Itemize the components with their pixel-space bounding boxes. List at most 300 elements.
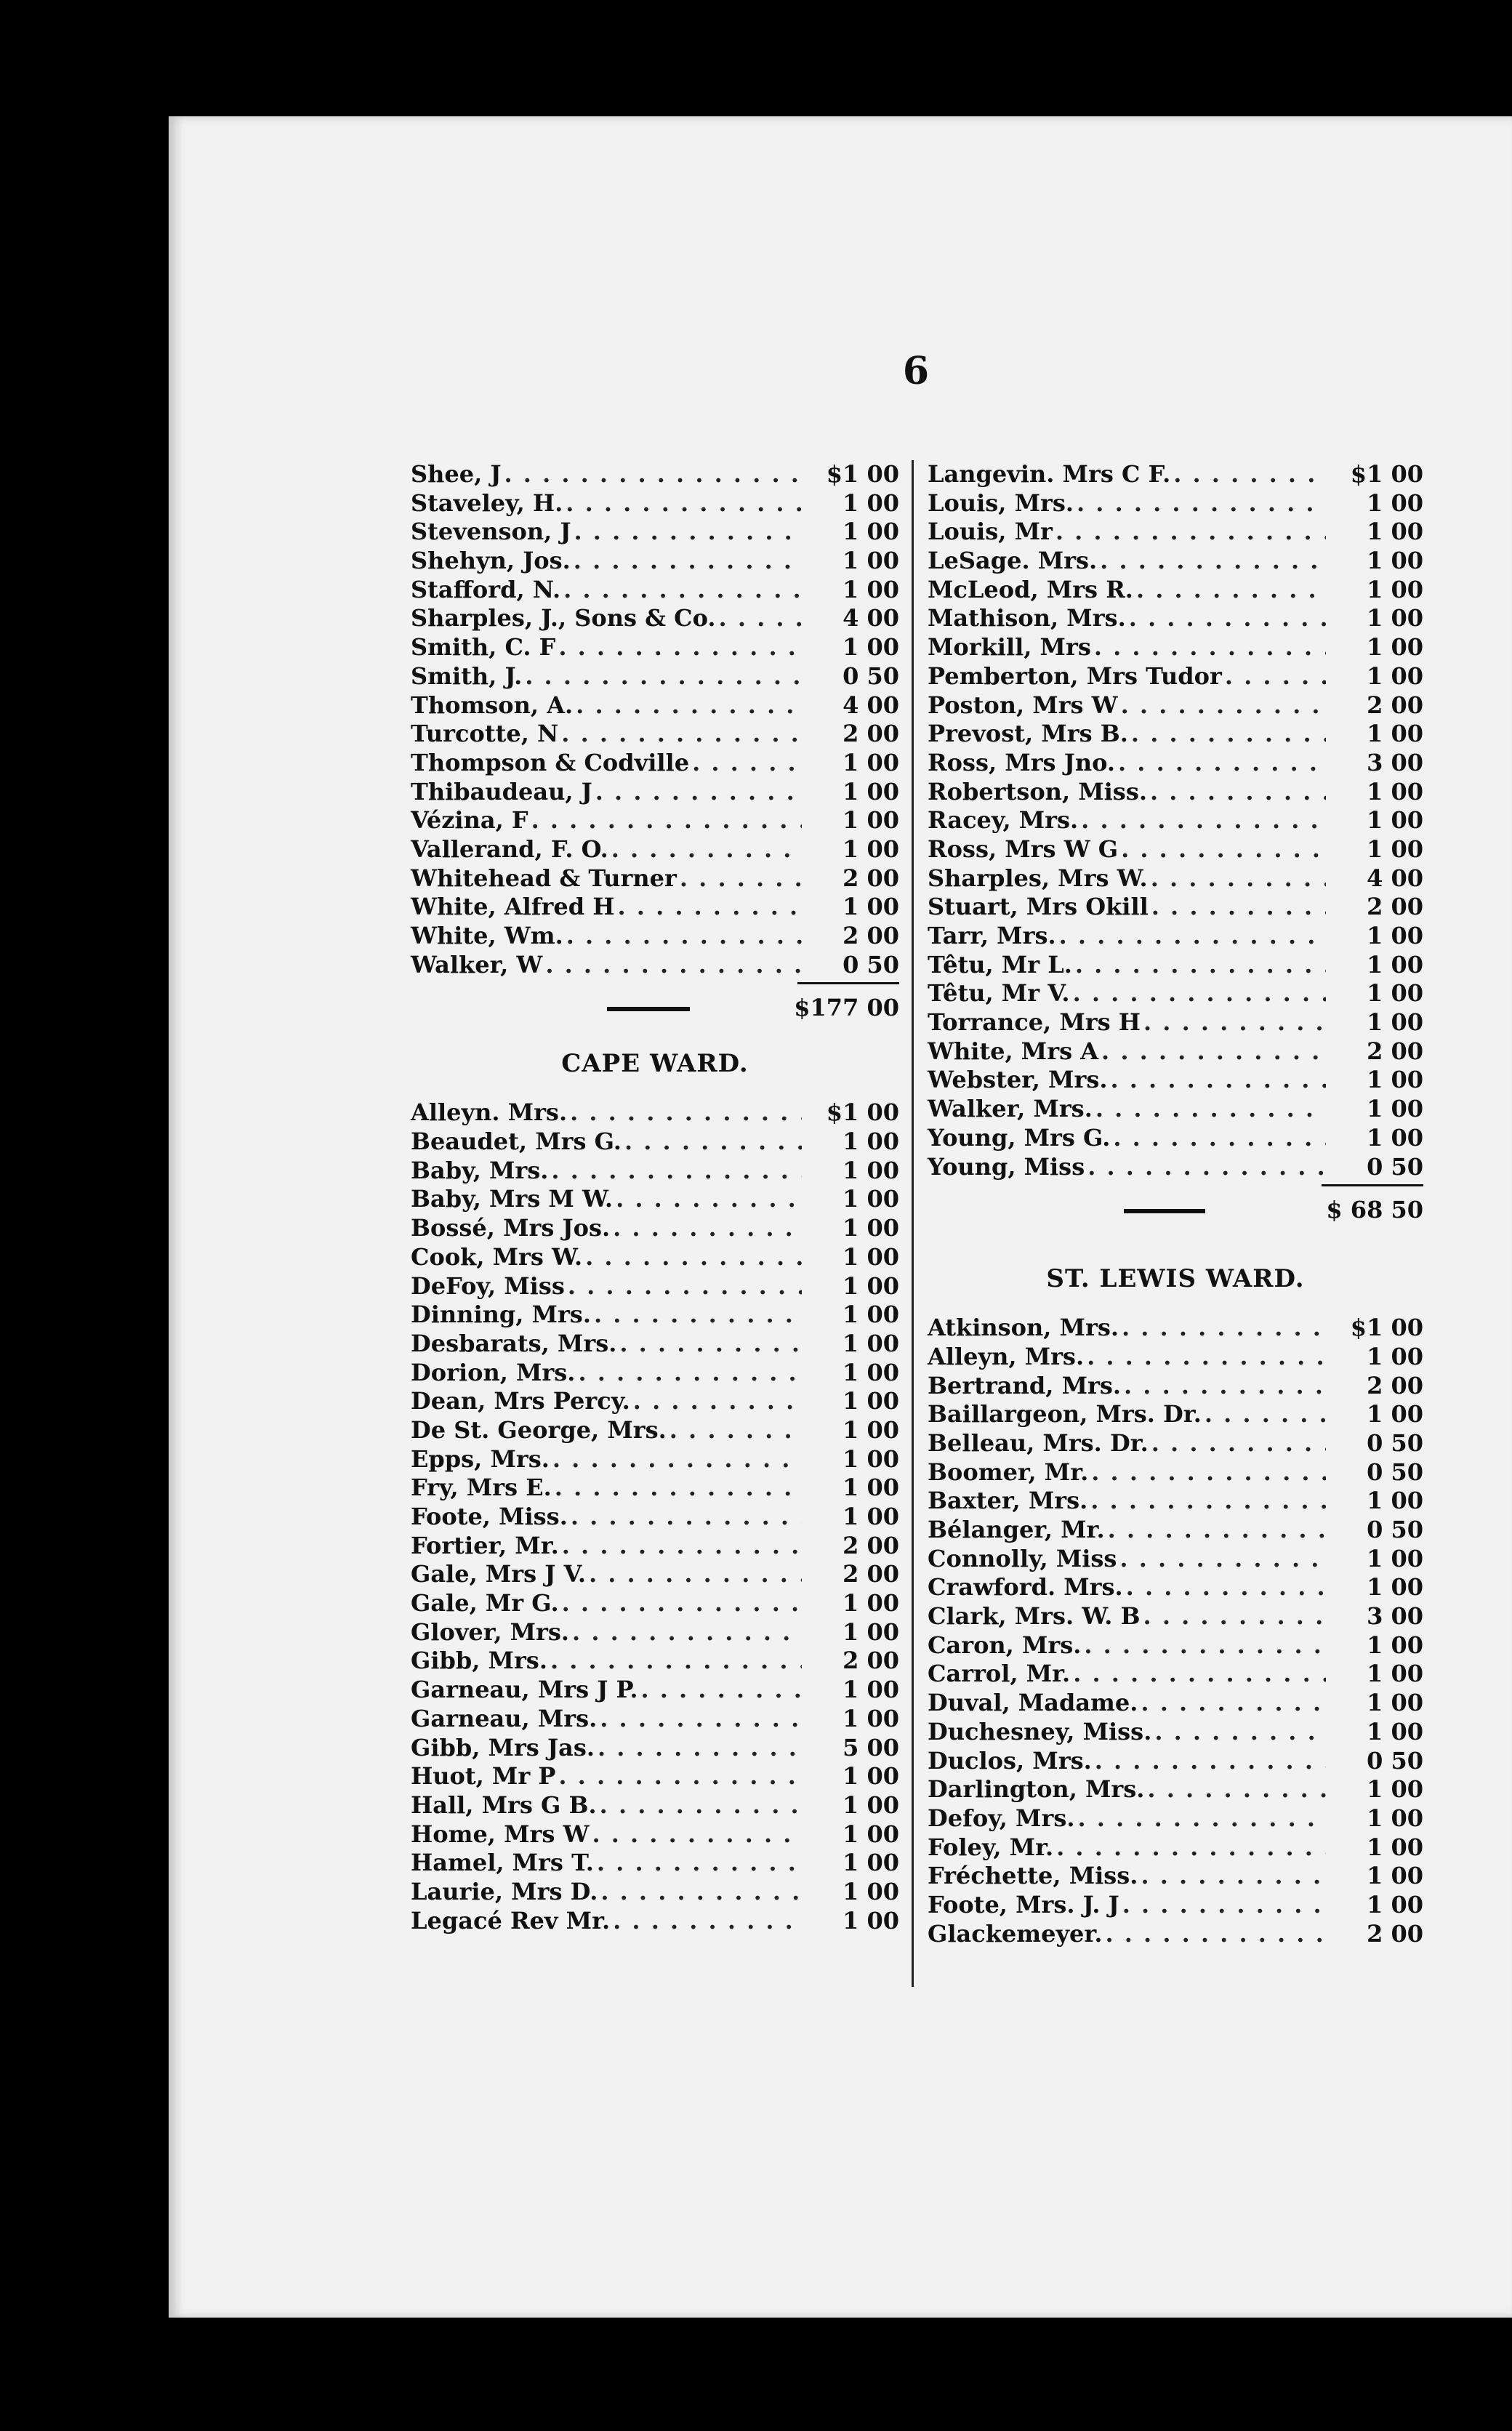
dot-leader <box>692 749 802 778</box>
dot-leader <box>1225 662 1326 691</box>
list-item <box>928 749 1423 778</box>
dot-leader <box>1150 778 1326 807</box>
dot-leader <box>1087 1343 1326 1372</box>
subscription-amount: 1 00 <box>1367 979 1423 1008</box>
subscription-amount: 1 00 <box>1367 1833 1423 1861</box>
list-item <box>411 489 899 518</box>
subscriber-name: Duval, Madame. <box>928 1689 1138 1717</box>
subscriber-name: Young, Miss <box>928 1152 1085 1181</box>
subscriber-name: Thibaudeau, J <box>411 777 592 805</box>
subscriber-name: Hall, Mrs G B. <box>411 1791 597 1819</box>
list-item <box>411 518 899 547</box>
subscriber-name: Foote, Miss. <box>411 1503 568 1530</box>
list-item <box>411 1243 899 1272</box>
list-item <box>411 1098 899 1128</box>
subscriber-name: Pemberton, Mrs Tudor <box>928 662 1222 690</box>
subscription-amount: 3 00 <box>1367 1602 1423 1631</box>
dot-leader <box>1121 691 1326 720</box>
subscription-amount: 0 50 <box>843 950 899 979</box>
right-subtotal: $ 68 50 <box>1326 1196 1423 1224</box>
list-item <box>928 922 1423 951</box>
dot-leader <box>572 1618 802 1647</box>
subscription-amount: 0 50 <box>843 662 899 690</box>
list-item <box>411 604 899 633</box>
subscription-amount: 1 00 <box>1367 489 1423 517</box>
subscriber-name: Crawford. Mrs. <box>928 1573 1123 1602</box>
dot-leader <box>570 1098 802 1128</box>
subscriber-name: Bossé, Mrs Jos. <box>411 1214 611 1242</box>
dot-leader <box>1077 1804 1326 1833</box>
subscriber-name: Duclos, Mrs. <box>928 1746 1092 1775</box>
dot-leader <box>613 1214 802 1243</box>
dot-leader <box>600 1705 802 1734</box>
subscriber-name: Garneau, Mrs. <box>411 1704 598 1732</box>
list-item <box>928 1602 1423 1631</box>
list-item <box>928 835 1423 864</box>
list-item <box>411 1618 899 1647</box>
list-item <box>411 1705 899 1734</box>
subscription-amount: 3 00 <box>1367 748 1423 776</box>
subscriber-name: Gibb, Mrs. <box>411 1647 547 1675</box>
right-column <box>928 460 1423 1948</box>
list-item <box>411 1416 899 1445</box>
list-item <box>928 720 1423 749</box>
subscriber-name: Sharples, J., Sons & Co. <box>411 604 716 632</box>
dot-leader <box>1141 1862 1326 1891</box>
subscriber-name: Baby, Mrs M W. <box>411 1185 614 1213</box>
list-item <box>411 633 899 662</box>
dot-leader <box>592 1820 802 1849</box>
dot-leader <box>585 1243 802 1272</box>
subscription-amount: 1 00 <box>1367 1631 1423 1659</box>
subscription-amount: 1 00 <box>1367 1775 1423 1804</box>
subscriber-name: Bertrand, Mrs. <box>928 1371 1121 1399</box>
subscriber-name: Alleyn. Mrs. <box>411 1098 568 1127</box>
subscriber-name: White, Mrs A <box>928 1037 1099 1065</box>
subscription-amount: 1 00 <box>1367 1066 1423 1094</box>
subscription-amount: 1 00 <box>843 1242 899 1271</box>
dot-leader <box>1100 547 1326 576</box>
list-item <box>928 864 1423 893</box>
dot-leader <box>595 778 802 807</box>
dot-leader <box>1081 806 1326 835</box>
subscription-amount: 1 00 <box>843 518 899 546</box>
subscriber-name: Torrance, Mrs H <box>928 1008 1141 1037</box>
dot-leader <box>669 1416 802 1445</box>
subscription-amount: 1 00 <box>1367 1544 1423 1572</box>
subscription-amount: 2 00 <box>1367 691 1423 719</box>
list-item <box>928 1066 1423 1095</box>
subscription-amount: 1 00 <box>843 1503 899 1530</box>
subscriber-name: Baillargeon, Mrs. Dr. <box>928 1400 1202 1429</box>
subscriber-name: DeFoy, Miss <box>411 1271 565 1300</box>
dot-leader <box>531 806 802 835</box>
subscriber-name: Epps, Mrs. <box>411 1444 550 1473</box>
subscriber-name: Smith, C. F <box>411 633 556 662</box>
subscriber-name: Robertson, Miss. <box>928 777 1147 805</box>
subscriber-name: De St. George, Mrs. <box>411 1415 667 1444</box>
subscriber-name: Louis, Mrs. <box>928 489 1074 517</box>
subscriber-name: Poston, Mrs W <box>928 691 1118 719</box>
dot-leader <box>574 547 802 576</box>
subscriber-name: Foote, Mrs. J. J <box>928 1890 1119 1918</box>
dot-leader <box>525 662 802 691</box>
dot-leader <box>1143 1008 1326 1037</box>
dot-leader <box>578 1359 802 1388</box>
subscription-amount: 1 00 <box>843 1474 899 1502</box>
subscriber-name: Gale, Mr G. <box>411 1589 559 1618</box>
dot-leader <box>1095 1747 1326 1776</box>
list-item <box>411 835 899 864</box>
subscriber-name: Foley, Mr. <box>928 1833 1054 1861</box>
dot-leader <box>1056 1833 1326 1863</box>
list-item <box>411 1214 899 1243</box>
dot-leader <box>1151 893 1326 922</box>
subscriber-name: Stafford, N. <box>411 575 561 603</box>
list-item <box>928 1545 1423 1574</box>
dot-leader <box>552 1445 802 1474</box>
subscriber-name: Sharples, Mrs W. <box>928 864 1148 892</box>
list-item <box>411 1157 899 1186</box>
subscriber-name: Cook, Mrs W. <box>411 1242 583 1271</box>
subscriber-name: Thompson & Codville <box>411 748 690 776</box>
subscription-amount: 1 00 <box>1367 922 1423 949</box>
dot-leader <box>618 893 803 922</box>
subscription-amount: 0 50 <box>1367 1458 1423 1486</box>
list-item <box>928 1008 1423 1037</box>
subscription-amount: 1 00 <box>843 835 899 863</box>
subscription-amount: 1 00 <box>1367 1095 1423 1123</box>
list-item <box>928 806 1423 835</box>
subscription-amount: 1 00 <box>843 547 899 575</box>
subscriber-name: Clark, Mrs. W. B <box>928 1602 1141 1631</box>
list-item <box>411 1647 899 1676</box>
list-item <box>411 1330 899 1359</box>
subscription-amount: 2 00 <box>843 864 899 892</box>
subscriber-name: Smith, J. <box>411 662 523 690</box>
subscription-amount: 1 00 <box>843 1214 899 1242</box>
dot-leader <box>1119 1545 1326 1574</box>
dot-leader <box>1075 951 1326 980</box>
list-item <box>928 1891 1423 1920</box>
dot-leader <box>616 1185 802 1214</box>
subscription-amount: 4 00 <box>843 691 899 719</box>
dot-leader <box>1105 1920 1326 1949</box>
subscription-amount: 1 00 <box>843 1820 899 1848</box>
list-item <box>928 1095 1423 1124</box>
dot-leader <box>571 1503 802 1532</box>
list-item <box>928 1458 1423 1487</box>
subscription-amount: 2 00 <box>843 922 899 949</box>
subscription-amount: 2 00 <box>843 720 899 748</box>
dot-leader <box>562 1532 802 1561</box>
dot-leader <box>558 633 802 662</box>
left-subtotal: $177 00 <box>794 994 899 1022</box>
list-item <box>411 1676 899 1705</box>
dot-leader <box>574 518 802 547</box>
subscriber-name: Caron, Mrs. <box>928 1631 1082 1659</box>
subscription-amount: 1 00 <box>843 1329 899 1357</box>
dot-leader <box>624 1128 802 1157</box>
list-item <box>928 633 1423 662</box>
list-item <box>411 1878 899 1907</box>
subscriber-name: Stevenson, J <box>411 518 571 546</box>
list-item <box>928 1037 1423 1066</box>
subscription-amount: 2 00 <box>1367 893 1423 921</box>
subscription-amount: 1 00 <box>1367 1008 1423 1037</box>
list-item <box>928 1718 1423 1747</box>
list-item <box>928 1573 1423 1602</box>
list-item <box>411 1762 899 1791</box>
subscription-amount: 1 00 <box>843 893 899 921</box>
subscription-amount: 2 00 <box>1367 1037 1423 1065</box>
left-entries-cape <box>411 1098 899 1935</box>
subscriber-name: Garneau, Mrs J P. <box>411 1676 638 1704</box>
subscription-amount: 1 00 <box>843 1791 899 1819</box>
subscription-amount: 1 00 <box>843 748 899 776</box>
subscriber-name: Dean, Mrs Percy. <box>411 1387 630 1415</box>
left-column <box>411 460 899 1935</box>
dot-leader <box>1143 1602 1326 1631</box>
subscriber-name: Dinning, Mrs. <box>411 1301 591 1329</box>
subscription-amount: 1 00 <box>843 1762 899 1791</box>
list-item <box>411 1301 899 1330</box>
subscriber-name: Huot, Mr P <box>411 1762 556 1791</box>
page-number: 6 <box>902 349 930 393</box>
subscriber-name: Staveley, H. <box>411 489 563 517</box>
list-item <box>928 1487 1423 1516</box>
list-item <box>411 1474 899 1503</box>
left-subtotal-row <box>411 989 899 1029</box>
subscription-amount: 1 00 <box>1367 604 1423 632</box>
subscriber-name: Ross, Mrs Jno. <box>928 748 1116 776</box>
subscription-amount: 1 00 <box>843 1849 899 1877</box>
subscriber-name: Racey, Mrs. <box>928 806 1079 835</box>
subscriber-name: Vézina, F <box>411 806 528 835</box>
list-item <box>411 662 899 691</box>
subscriber-name: Legacé Rev Mr. <box>411 1906 611 1934</box>
dot-leader <box>633 1387 802 1416</box>
dot-leader <box>1101 1037 1326 1066</box>
subscription-amount: 1 00 <box>1367 1689 1423 1717</box>
dot-leader <box>1059 922 1326 951</box>
list-item <box>928 1372 1423 1401</box>
dot-leader <box>1084 1631 1326 1660</box>
list-item <box>928 1660 1423 1689</box>
section-dash <box>1124 1209 1205 1213</box>
right-subtotal-row <box>928 1192 1423 1231</box>
dot-leader <box>611 835 802 864</box>
subscription-amount: 1 00 <box>1367 777 1423 805</box>
subscriber-name: Shehyn, Jos. <box>411 547 571 575</box>
list-item <box>411 1503 899 1532</box>
ward-heading-st-lewis: ST. LEWIS WARD. <box>1046 1264 1305 1294</box>
subscription-amount: 1 00 <box>843 1906 899 1934</box>
list-item <box>411 1734 899 1763</box>
dot-leader <box>589 1560 802 1589</box>
subscription-amount: 1 00 <box>1367 720 1423 748</box>
subscription-amount: 1 00 <box>1367 575 1423 603</box>
subscriber-name: Hamel, Mrs T. <box>411 1849 594 1877</box>
dot-leader <box>545 951 802 980</box>
subscriber-name: Dorion, Mrs. <box>411 1358 576 1386</box>
subscription-amount: 1 00 <box>843 1704 899 1732</box>
subscription-amount: 0 50 <box>1367 1152 1423 1181</box>
dot-leader <box>1154 1718 1326 1747</box>
list-item <box>411 893 899 922</box>
subscriber-name: Walker, W <box>411 950 543 979</box>
subscription-amount: 1 00 <box>843 489 899 517</box>
dot-leader <box>613 1907 802 1936</box>
subscription-amount: 1 00 <box>843 1618 899 1646</box>
subscription-amount: 1 00 <box>843 575 899 603</box>
subscription-amount: 1 00 <box>1367 1342 1423 1370</box>
subscription-amount: 1 00 <box>843 1387 899 1415</box>
list-item <box>928 460 1423 489</box>
subscription-amount: 1 00 <box>1367 1804 1423 1832</box>
dot-leader <box>551 1157 802 1186</box>
list-item <box>411 547 899 576</box>
dot-leader <box>1095 1095 1326 1124</box>
subscription-amount: 0 50 <box>1367 1516 1423 1543</box>
right-entries-top <box>928 460 1423 1181</box>
list-item <box>928 1862 1423 1891</box>
dot-leader <box>566 489 802 518</box>
subscription-amount: 0 50 <box>1367 1746 1423 1775</box>
subscription-amount: 1 00 <box>843 1877 899 1905</box>
subscriber-name: Boomer, Mr. <box>928 1458 1089 1486</box>
list-item <box>928 1429 1423 1458</box>
dot-leader <box>1118 749 1326 778</box>
subscriber-name: Whitehead & Turner <box>411 864 677 892</box>
dot-leader <box>1121 835 1326 864</box>
subscriber-name: Carrol, Mr. <box>928 1660 1071 1688</box>
list-item <box>411 1791 899 1820</box>
subscriber-name: Desbarats, Mrs. <box>411 1329 617 1357</box>
subscriber-name: Home, Mrs W <box>411 1820 590 1848</box>
subscriber-name: LeSage. Mrs. <box>928 547 1098 575</box>
subscription-amount: 1 00 <box>843 1185 899 1213</box>
dot-leader <box>576 691 802 720</box>
dot-leader <box>1113 1124 1326 1153</box>
dot-leader <box>1094 633 1326 662</box>
list-item <box>928 893 1423 922</box>
dot-leader <box>566 922 802 951</box>
list-item <box>411 1849 899 1878</box>
dot-leader <box>562 1589 802 1618</box>
list-item <box>928 662 1423 691</box>
dot-leader <box>598 1734 802 1763</box>
list-item <box>928 1153 1423 1182</box>
subscription-amount: 4 00 <box>843 604 899 632</box>
subscription-amount: 1 00 <box>1367 950 1423 979</box>
list-item <box>928 1516 1423 1545</box>
subscription-amount: 2 00 <box>1367 1919 1423 1948</box>
subscriber-name: Glover, Mrs. <box>411 1618 570 1646</box>
subscription-amount: 1 00 <box>1367 1573 1423 1602</box>
subscriber-name: Walker, Mrs. <box>928 1095 1093 1123</box>
subscriber-name: Duchesney, Miss. <box>928 1717 1152 1745</box>
dot-leader <box>1136 576 1326 605</box>
dot-leader <box>1073 979 1326 1008</box>
list-item <box>928 547 1423 576</box>
subscription-amount: 1 00 <box>843 1676 899 1704</box>
list-item <box>411 951 899 980</box>
dot-leader <box>1124 1372 1326 1401</box>
list-item <box>411 1359 899 1388</box>
list-item <box>928 518 1423 547</box>
list-item <box>411 922 899 951</box>
subscription-amount: $1 00 <box>1350 1314 1423 1342</box>
subscription-amount: 1 00 <box>1367 1660 1423 1688</box>
list-item <box>928 1775 1423 1804</box>
right-entries-stlewis <box>928 1314 1423 1948</box>
subscriber-name: Fry, Mrs E. <box>411 1474 552 1502</box>
subscription-amount: 1 00 <box>843 777 899 805</box>
dot-leader <box>1108 1516 1326 1545</box>
list-item <box>411 1560 899 1589</box>
dot-leader <box>1055 518 1326 547</box>
subscriber-name: Gale, Mrs J V. <box>411 1560 586 1588</box>
dot-leader <box>600 1791 802 1820</box>
list-item <box>928 1124 1423 1153</box>
subscription-amount: 1 00 <box>1367 1400 1423 1429</box>
subscription-amount: 1 00 <box>1367 1487 1423 1515</box>
subscription-amount: 1 00 <box>1367 518 1423 546</box>
subscriber-name: Têtu, Mr L. <box>928 950 1072 979</box>
list-item <box>411 1532 899 1561</box>
subscription-amount: 0 50 <box>1367 1429 1423 1457</box>
dot-leader <box>550 1647 802 1676</box>
ward-heading-cape: CAPE WARD. <box>561 1049 749 1079</box>
list-item <box>411 1272 899 1301</box>
list-item <box>411 460 899 489</box>
list-item <box>411 1128 899 1157</box>
dot-leader <box>619 1330 802 1359</box>
section-dash <box>607 1007 690 1011</box>
subscription-amount: 1 00 <box>1367 547 1423 575</box>
dot-leader <box>1077 489 1326 518</box>
subscriber-name: Bélanger, Mr. <box>928 1516 1105 1543</box>
list-item <box>928 778 1423 807</box>
subtotal-rule <box>928 1181 1423 1192</box>
dot-leader <box>1147 1775 1326 1804</box>
subscriber-name: Webster, Mrs. <box>928 1066 1108 1094</box>
dot-leader <box>640 1676 802 1705</box>
dot-leader <box>600 1878 802 1907</box>
subscriber-name: Belleau, Mrs. Dr. <box>928 1429 1149 1457</box>
subscription-amount: 1 00 <box>843 1156 899 1184</box>
list-item <box>411 864 899 893</box>
subscriber-name: Têtu, Mr V. <box>928 979 1070 1008</box>
subscriber-name: Fortier, Mr. <box>411 1531 559 1559</box>
subscriber-name: Prevost, Mrs B. <box>928 720 1128 748</box>
subscriber-name: Alleyn, Mrs. <box>928 1342 1085 1370</box>
dot-leader <box>558 1762 802 1791</box>
list-item <box>411 1820 899 1849</box>
list-item <box>928 1689 1423 1718</box>
list-item <box>411 720 899 749</box>
subscriber-name: Connolly, Miss <box>928 1544 1117 1572</box>
list-item <box>411 1387 899 1416</box>
subscription-amount: $1 00 <box>826 1098 899 1127</box>
dot-leader <box>1141 1689 1326 1718</box>
subscription-amount: $1 00 <box>826 460 899 488</box>
subscriber-name: Glackemeyer. <box>928 1919 1103 1948</box>
dot-leader <box>1131 720 1326 749</box>
subscription-amount: 1 00 <box>843 1444 899 1473</box>
list-item <box>928 1804 1423 1833</box>
